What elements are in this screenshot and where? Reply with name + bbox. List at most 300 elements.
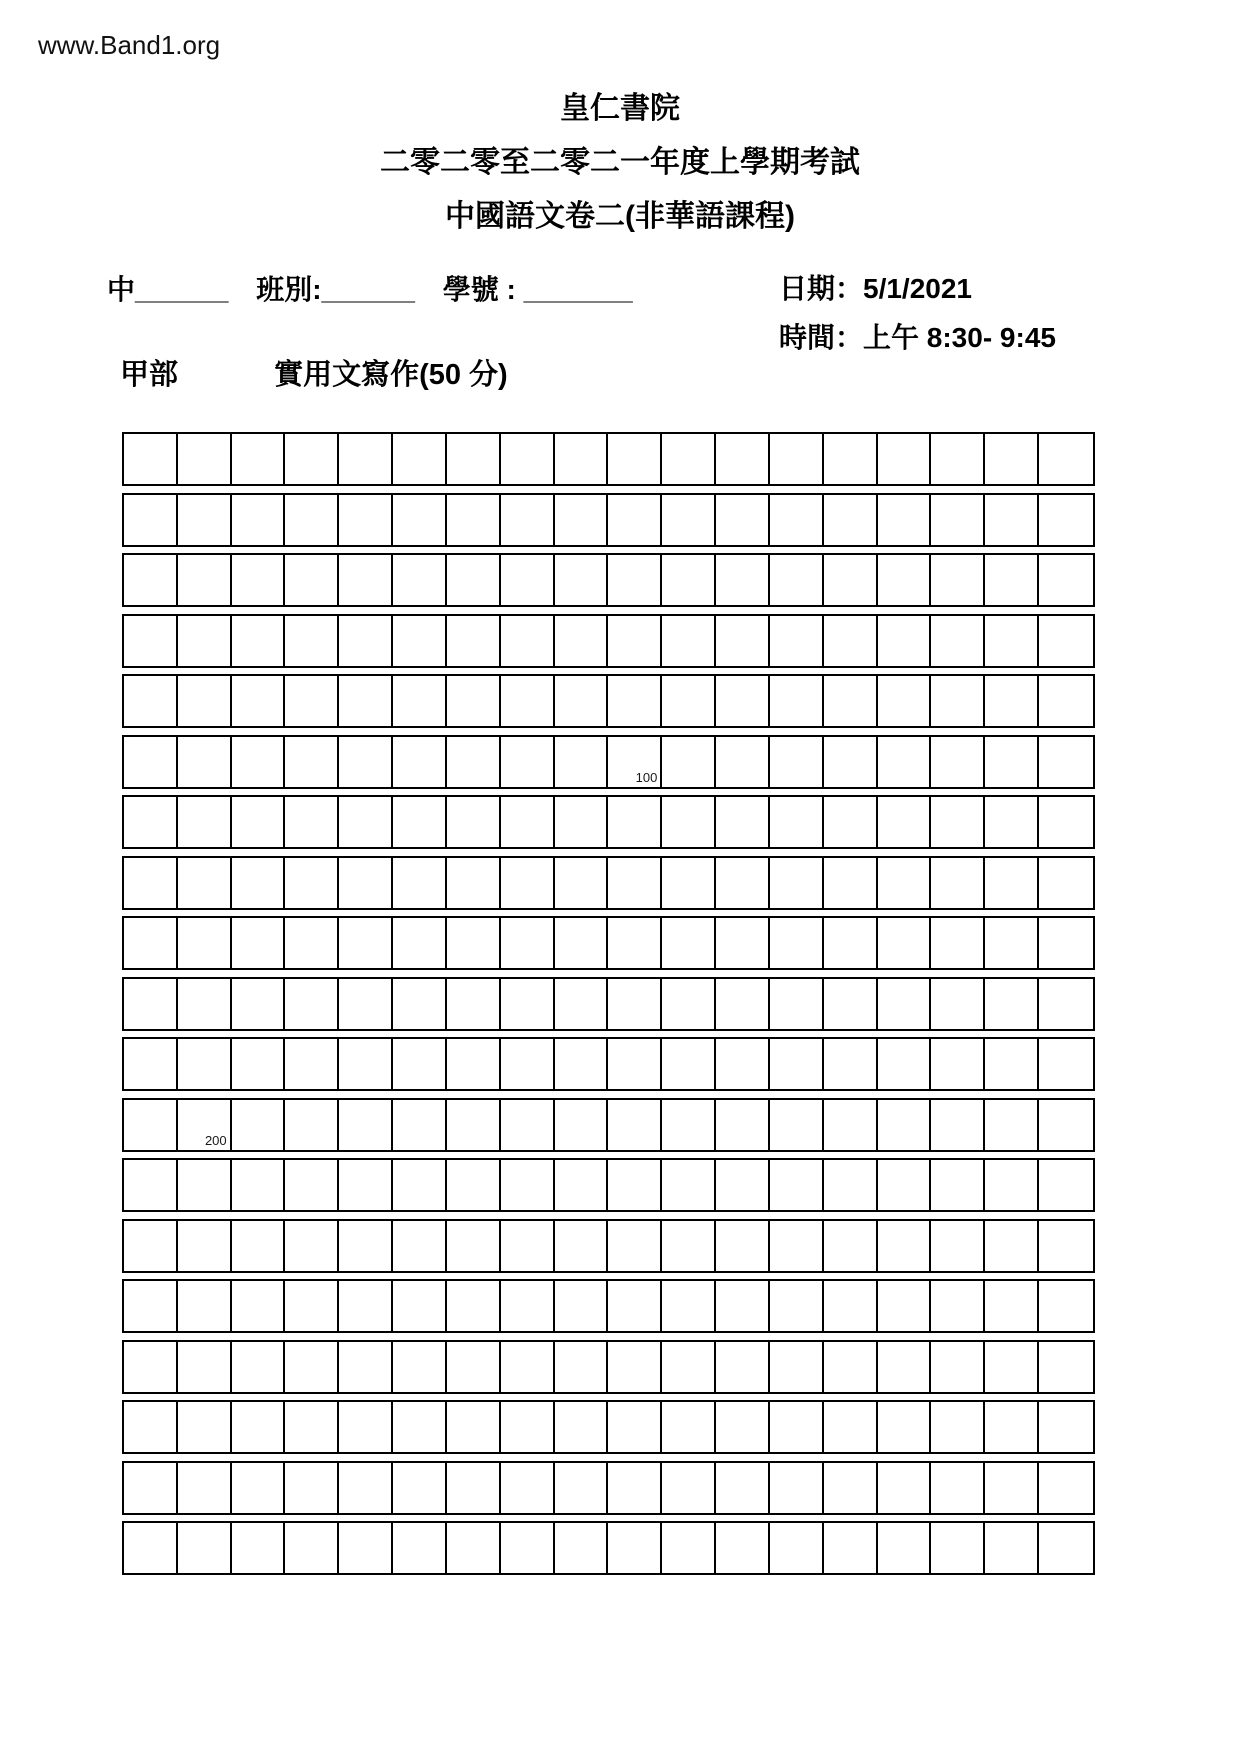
grid-cell [178,676,232,726]
grid-cell [824,495,878,545]
grid-cell [447,1221,501,1271]
grid-cell [878,1342,932,1392]
grid-row [122,916,1095,970]
grid-cell [393,1402,447,1452]
grid-cell [985,1100,1039,1150]
grid-cell [393,555,447,605]
grid-cell [178,555,232,605]
header-titles [0,82,1240,244]
grid-cell [447,1160,501,1210]
grid-cell [824,1160,878,1210]
grid-cell [447,1342,501,1392]
grid-cell [608,1463,662,1513]
grid-cell [178,1463,232,1513]
grid-cell [824,1221,878,1271]
grid-cell [878,1281,932,1331]
grid-cell [501,555,555,605]
grid-cell [985,1160,1039,1210]
grid-cell [232,1463,286,1513]
grid-cell [931,1221,985,1271]
grid-cell [447,1463,501,1513]
grid-cell [985,797,1039,847]
grid-cell [608,1160,662,1210]
grid-cell [931,495,985,545]
grid-cell [124,495,178,545]
grid-cell [878,737,932,787]
grid-cell [393,1221,447,1271]
grid-cell [285,918,339,968]
grid-cell [985,555,1039,605]
grid-cell [662,1221,716,1271]
grid-cell [931,979,985,1029]
grid-cell [931,1160,985,1210]
grid-cell [931,1463,985,1513]
grid-cell [501,797,555,847]
grid-cell [662,434,716,484]
grid-row [122,1098,1095,1152]
grid-cell [1039,858,1093,908]
grid-cell [1039,1100,1093,1150]
grid-cell [608,616,662,666]
grid-row [122,1521,1095,1575]
grid-cell [1039,1463,1093,1513]
grid-cell [770,1523,824,1573]
grid-cell [716,1463,770,1513]
grid-cell [716,979,770,1029]
grid-cell [608,918,662,968]
grid-cell [285,1100,339,1150]
grid-cell [285,1342,339,1392]
grid-cell [178,979,232,1029]
grid-cell [124,737,178,787]
grid-cell [985,1463,1039,1513]
grid-cell [770,1160,824,1210]
grid-cell [985,434,1039,484]
grid-cell [124,555,178,605]
grid-cell [1039,616,1093,666]
grid-row [122,1037,1095,1091]
grid-cell [285,1402,339,1452]
grid-cell [447,495,501,545]
grid-cell [232,797,286,847]
grid-cell [716,918,770,968]
grid-cell [393,858,447,908]
grid-cell [662,616,716,666]
grid-cell [178,1160,232,1210]
grid-cell [285,495,339,545]
grid-cell [1039,555,1093,605]
grid-cell [716,737,770,787]
grid-cell [339,1039,393,1089]
grid-cell [555,434,609,484]
grid-cell [662,1100,716,1150]
grid-cell [608,979,662,1029]
student-info-row [107,268,633,308]
grid-cell [716,1281,770,1331]
grid-cell [501,1039,555,1089]
grid-cell [501,979,555,1029]
form-level-field: 中______ [107,274,229,305]
grid-cell [931,676,985,726]
grid-cell [878,434,932,484]
grid-cell [716,858,770,908]
grid-cell [770,1221,824,1271]
grid-row [122,674,1095,728]
grid-cell [178,1402,232,1452]
grid-cell [608,1342,662,1392]
grid-cell [501,495,555,545]
grid-cell [878,1160,932,1210]
grid-cell [931,1100,985,1150]
grid-cell [339,616,393,666]
grid-cell [555,1523,609,1573]
grid-cell [1039,1160,1093,1210]
grid-cell [178,858,232,908]
grid-cell [931,1402,985,1452]
grid-cell [501,858,555,908]
grid-cell [608,434,662,484]
grid-cell [555,979,609,1029]
grid-cell [393,495,447,545]
grid-cell [985,616,1039,666]
grid-cell [393,676,447,726]
grid-cell [608,737,662,787]
grid-cell [393,1463,447,1513]
grid-cell [501,1342,555,1392]
grid-cell [662,1281,716,1331]
grid-cell [608,555,662,605]
grid-cell [124,434,178,484]
grid-cell [662,555,716,605]
grid-cell [824,1402,878,1452]
grid-cell [555,616,609,666]
grid-cell [1039,495,1093,545]
grid-cell [285,858,339,908]
grid-cell [608,1221,662,1271]
grid-cell [178,918,232,968]
grid-cell [985,1402,1039,1452]
grid-cell [662,1160,716,1210]
grid-cell [501,1100,555,1150]
grid-cell [716,1342,770,1392]
grid-cell [232,1342,286,1392]
grid-cell [447,979,501,1029]
grid-cell [716,1402,770,1452]
grid-cell [878,1402,932,1452]
grid-cell [824,858,878,908]
grid-cell [555,1100,609,1150]
grid-cell [232,1281,286,1331]
grid-cell [447,676,501,726]
grid-cell [824,555,878,605]
grid-cell [178,434,232,484]
grid-cell [608,1523,662,1573]
grid-cell [339,1221,393,1271]
grid-cell [824,918,878,968]
grid-cell [662,676,716,726]
grid-cell [608,1402,662,1452]
grid-cell [716,434,770,484]
grid-cell [1039,1039,1093,1089]
grid-cell [824,1523,878,1573]
grid-cell [931,1281,985,1331]
grid-cell [824,1463,878,1513]
grid-cell [878,1523,932,1573]
grid-cell [178,1342,232,1392]
grid-cell [770,1463,824,1513]
grid-cell [662,797,716,847]
grid-cell [662,1463,716,1513]
grid-cell [124,797,178,847]
grid-cell [339,737,393,787]
grid-cell [447,1281,501,1331]
grid-cell [662,1523,716,1573]
grid-cell [608,797,662,847]
grid-cell [931,797,985,847]
grid-cell [285,737,339,787]
grid-cell [931,616,985,666]
grid-cell [1039,1402,1093,1452]
grid-row [122,735,1095,789]
grid-cell [931,737,985,787]
grid-cell [985,1281,1039,1331]
grid-cell [178,1100,232,1150]
grid-cell [770,1039,824,1089]
grid-cell [178,737,232,787]
grid-row [122,553,1095,607]
grid-cell [770,434,824,484]
grid-cell [824,737,878,787]
grid-cell [393,1100,447,1150]
grid-cell [393,1039,447,1089]
grid-cell [770,1281,824,1331]
grid-row [122,1400,1095,1454]
grid-cell [447,1402,501,1452]
grid-cell [1039,979,1093,1029]
grid-cell [339,858,393,908]
grid-cell [501,1402,555,1452]
grid-cell [878,797,932,847]
grid-cell [555,495,609,545]
grid-cell [931,1523,985,1573]
exam-info-block [779,264,1056,362]
grid-cell [824,1342,878,1392]
grid-cell [447,1523,501,1573]
grid-cell [1039,434,1093,484]
grid-cell [1039,797,1093,847]
grid-cell [662,737,716,787]
grid-cell [985,737,1039,787]
grid-cell [985,495,1039,545]
grid-cell [447,858,501,908]
grid-cell [232,434,286,484]
grid-cell [555,1160,609,1210]
grid-cell [662,1402,716,1452]
grid-cell [501,616,555,666]
grid-cell [716,1039,770,1089]
grid-cell [1039,676,1093,726]
grid-cell [931,918,985,968]
grid-cell [662,979,716,1029]
grid-cell [1039,1342,1093,1392]
grid-cell [447,555,501,605]
grid-cell [662,918,716,968]
grid-cell [124,858,178,908]
grid-cell [501,918,555,968]
grid-row [122,795,1095,849]
grid-cell [285,1160,339,1210]
grid-cell [339,1281,393,1331]
grid-cell [716,495,770,545]
grid-cell [824,797,878,847]
grid-cell [770,495,824,545]
grid-cell [555,1221,609,1271]
grid-cell [232,858,286,908]
grid-cell [339,1402,393,1452]
char-count-marker: 200 [204,1132,227,1148]
grid-cell [393,918,447,968]
grid-cell [447,737,501,787]
grid-cell [339,797,393,847]
grid-cell [339,1342,393,1392]
grid-cell [878,555,932,605]
grid-cell [285,676,339,726]
grid-cell [716,1160,770,1210]
grid-cell [393,1160,447,1210]
grid-row [122,614,1095,668]
grid-cell [124,1039,178,1089]
grid-cell [178,1523,232,1573]
grid-cell [447,918,501,968]
exam-time: 時間：上午 8:30- 9:45 [779,322,1056,353]
grid-cell [447,434,501,484]
grid-cell [501,1160,555,1210]
grid-cell [716,1100,770,1150]
grid-cell [339,434,393,484]
grid-row [122,1340,1095,1394]
grid-cell [501,1523,555,1573]
grid-cell [770,1402,824,1452]
grid-row [122,1158,1095,1212]
grid-cell [608,676,662,726]
grid-cell [232,918,286,968]
grid-row [122,856,1095,910]
grid-cell [770,797,824,847]
grid-cell [393,737,447,787]
grid-cell [232,676,286,726]
grid-cell [770,555,824,605]
grid-cell [124,1100,178,1150]
grid-cell [878,616,932,666]
grid-cell [232,1402,286,1452]
grid-cell [232,1100,286,1150]
grid-cell [447,616,501,666]
grid-cell [985,1523,1039,1573]
grid-cell [393,1342,447,1392]
grid-cell [985,676,1039,726]
grid-cell [608,1039,662,1089]
grid-cell [985,918,1039,968]
grid-cell [555,1039,609,1089]
grid-cell [339,1463,393,1513]
grid-cell [608,1281,662,1331]
grid-cell [878,858,932,908]
paper-title: 中國語文卷二(非華語課程) [445,200,795,233]
grid-cell [447,1100,501,1150]
grid-cell [770,979,824,1029]
grid-cell [770,918,824,968]
grid-cell [124,1463,178,1513]
class-field: 班別:______ [256,274,415,305]
grid-cell [716,555,770,605]
grid-cell [824,434,878,484]
grid-cell [501,1281,555,1331]
exam-title: 二零二零至二零二一年度上學期考試 [380,146,860,179]
grid-cell [178,495,232,545]
grid-cell [285,434,339,484]
grid-cell [878,1039,932,1089]
section-title: 實用文寫作(50 分) [274,359,508,391]
grid-cell [339,1100,393,1150]
grid-cell [985,979,1039,1029]
grid-cell [555,1402,609,1452]
grid-cell [393,1523,447,1573]
grid-cell [716,1221,770,1271]
section-row [120,352,508,393]
section-part-label: 甲部 [120,359,179,391]
grid-cell [124,979,178,1029]
grid-cell [124,1342,178,1392]
grid-cell [124,918,178,968]
grid-cell [931,1039,985,1089]
grid-cell [1039,1221,1093,1271]
grid-cell [985,1039,1039,1089]
grid-cell [555,1281,609,1331]
grid-cell [285,979,339,1029]
grid-cell [878,979,932,1029]
grid-cell [285,1523,339,1573]
grid-cell [232,616,286,666]
grid-cell [824,1039,878,1089]
grid-cell [232,1039,286,1089]
grid-row [122,1279,1095,1333]
grid-cell [824,979,878,1029]
grid-cell [339,918,393,968]
grid-cell [878,1100,932,1150]
grid-cell [232,555,286,605]
grid-cell [555,737,609,787]
grid-cell [124,1160,178,1210]
grid-cell [285,797,339,847]
grid-cell [124,1523,178,1573]
grid-cell [555,676,609,726]
grid-cell [608,495,662,545]
grid-cell [339,676,393,726]
grid-cell [232,1523,286,1573]
grid-cell [124,1402,178,1452]
grid-cell [339,1160,393,1210]
grid-cell [878,1221,932,1271]
grid-cell [501,1221,555,1271]
grid-cell [232,1221,286,1271]
grid-row [122,977,1095,1031]
exam-date: 日期：5/1/2021 [779,273,972,304]
grid-cell [393,979,447,1029]
grid-cell [285,1039,339,1089]
grid-cell [555,797,609,847]
grid-cell [716,676,770,726]
grid-cell [770,616,824,666]
